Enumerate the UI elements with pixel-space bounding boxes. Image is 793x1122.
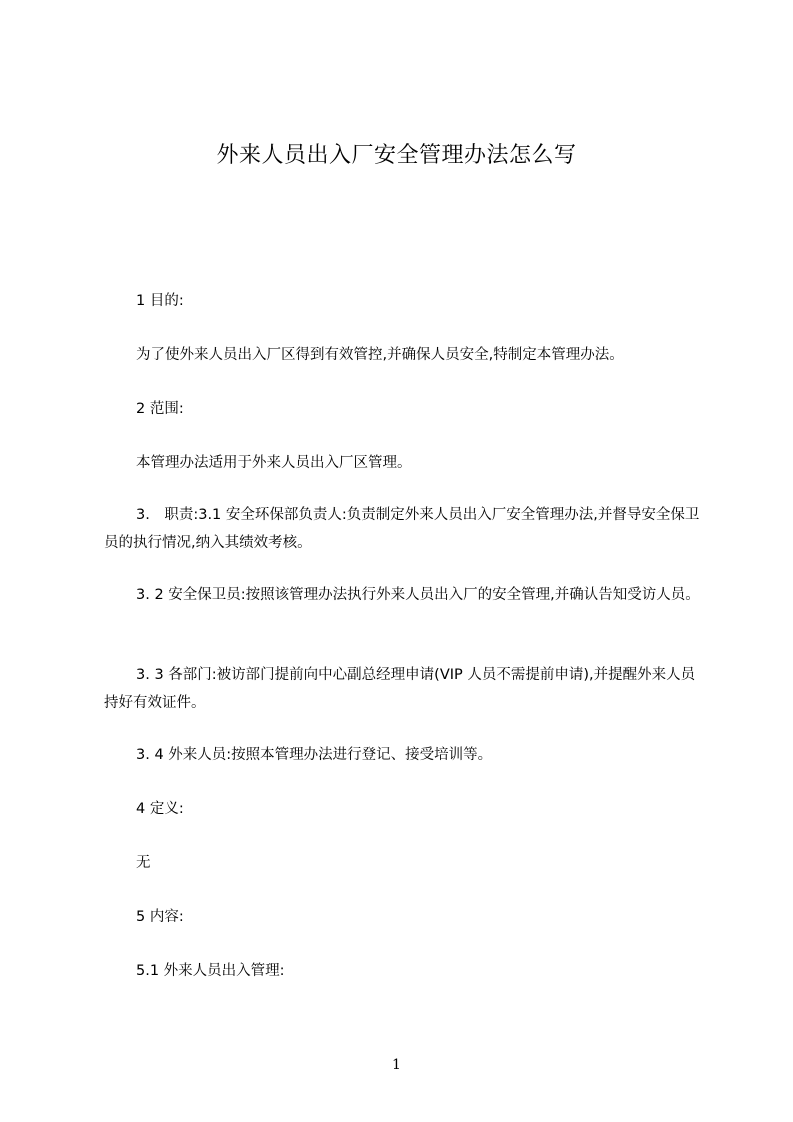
purpose-text: 为了使外来人员出入厂区得到有效管控,并确保人员安全,特制定本管理办法。 bbox=[136, 347, 624, 363]
document-title: 外来人员出入厂安全管理办法怎么写 bbox=[216, 143, 577, 168]
section-content-heading: 5 内容: bbox=[136, 909, 184, 925]
definition-text: 无 bbox=[136, 855, 151, 871]
content-subheading-5-1: 5.1 外来人员出入管理: bbox=[136, 963, 285, 979]
responsibility-3-4: 3. 4 外来人员:按照本管理办法进行登记、接受培训等。 bbox=[136, 747, 493, 763]
section-purpose-heading: 1 目的: bbox=[136, 293, 184, 309]
responsibility-3-3: 3. 3 各部门:被访部门提前向中心副总经理申请(VIP 人员不需提前申请),并提醒外来人员持好有效证件。 bbox=[104, 667, 696, 711]
page-number: 1 bbox=[392, 1057, 401, 1073]
scope-text: 本管理办法适用于外来人员出入厂区管理。 bbox=[136, 455, 412, 471]
responsibility-3-2: 3. 2 安全保卫员:按照该管理办法执行外来人员出入厂的安全管理,并确认告知受访人员。 bbox=[136, 587, 700, 603]
section-scope-heading: 2 范围: bbox=[136, 401, 184, 417]
section-definition-heading: 4 定义: bbox=[136, 801, 184, 817]
responsibility-3-1: 3. 职责:3.1 安全环保部负责人:负责制定外来人员出入厂安全管理办法,并督导安全保卫员的执行情况,纳入其绩效考核。 bbox=[104, 507, 700, 551]
